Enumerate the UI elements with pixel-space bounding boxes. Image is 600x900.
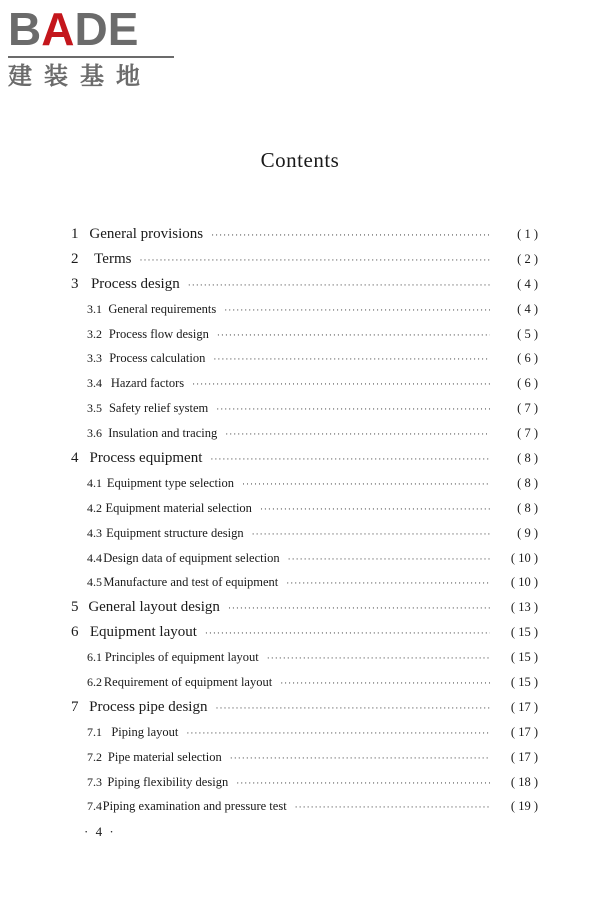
toc-entry-number: 3.6 <box>87 426 102 441</box>
dot-leader <box>224 298 490 323</box>
toc-entry-title: Manufacture and test of equipment <box>103 575 279 590</box>
toc-entry-title: Equipment layout <box>89 624 197 641</box>
toc-entry-page: ( 17 ) <box>510 724 538 739</box>
toc-entry-title: Piping layout <box>111 724 179 739</box>
toc-entry-number: 4.1 <box>87 475 102 490</box>
toc-entry-page: ( 1 ) <box>517 227 538 241</box>
dot-leader <box>260 497 490 522</box>
dot-leader <box>230 746 490 771</box>
toc-section-entry <box>68 794 538 819</box>
toc-entry-title: Process design <box>90 275 180 292</box>
toc-entry-title: Process flow design <box>108 326 209 341</box>
dot-leader <box>286 571 490 596</box>
toc-entry-title: Insulation and tracing <box>108 426 218 441</box>
toc-entry-page: ( 8 ) <box>517 451 538 466</box>
toc-entry-number: 6 <box>71 624 79 641</box>
dot-leader <box>225 422 490 447</box>
dot-leader <box>192 372 490 397</box>
logo-wordmark: BADE <box>8 3 139 55</box>
toc-entry-number: 3 <box>71 275 79 292</box>
toc-section-entry <box>68 770 538 795</box>
toc-entry-title: General layout design <box>88 599 220 616</box>
toc-section-entry <box>68 745 538 770</box>
dot-leader <box>186 721 490 746</box>
toc-entry-number: 3.3 <box>87 351 102 366</box>
toc-entry-number: 3.5 <box>87 401 102 416</box>
toc-section-entry <box>68 471 538 496</box>
dot-leader <box>211 223 490 248</box>
toc-entry-number: 1 <box>71 226 79 242</box>
toc-chapter-entry <box>68 222 538 247</box>
toc-entry-page: ( 4 ) <box>517 301 538 316</box>
dot-leader <box>267 646 490 671</box>
toc-section-entry <box>68 322 538 347</box>
toc-entry-number: 3.2 <box>87 326 102 341</box>
toc-entry-number: 2 <box>71 250 79 267</box>
toc-section-entry <box>68 346 538 371</box>
toc-chapter-entry <box>68 695 538 720</box>
toc-entry-page: ( 19 ) <box>510 799 538 814</box>
toc-entry-title: Terms <box>94 250 132 267</box>
dot-leader <box>295 795 490 820</box>
logo-divider <box>8 56 174 58</box>
toc-chapter-entry <box>68 595 538 620</box>
toc-section-entry <box>68 720 538 745</box>
toc-entry-page: ( 10 ) <box>510 575 538 590</box>
toc-entry-title: Principles of equipment layout <box>104 650 259 665</box>
toc-entry-page: ( 4 ) <box>517 276 538 291</box>
toc-entry-page: ( 17 ) <box>510 699 538 714</box>
toc-section-entry <box>68 546 538 571</box>
toc-entry-page: ( 18 ) <box>510 774 538 789</box>
toc-section-entry <box>68 521 538 546</box>
dot-leader <box>228 596 490 621</box>
page-title: Contents <box>260 148 340 172</box>
toc-entry-title: Equipment structure design <box>106 525 244 540</box>
dot-leader <box>215 696 490 721</box>
toc-entry-page: ( 9 ) <box>517 525 538 540</box>
toc-section-entry <box>68 570 538 595</box>
dot-leader <box>213 347 490 372</box>
toc-entry-page: ( 13 ) <box>510 600 538 615</box>
toc-entry-title: Pipe material selection <box>107 749 222 764</box>
toc-entry-page: ( 15 ) <box>510 650 538 665</box>
toc-entry-number: 4.5 <box>87 575 102 590</box>
toc-entry-number: 7.4 <box>87 799 102 814</box>
toc-entry-number: 5 <box>71 599 79 616</box>
toc-entry-number: 4.2 <box>87 500 102 515</box>
toc-section-entry <box>68 297 538 322</box>
page-number: · 4 · <box>84 824 116 839</box>
toc-section-entry <box>68 421 538 446</box>
toc-entry-number: 7.1 <box>87 724 102 739</box>
toc-chapter-entry <box>68 620 538 645</box>
toc-entry-title: Equipment type selection <box>106 475 234 490</box>
toc-entry-title: Process calculation <box>109 351 206 366</box>
toc-section-entry <box>68 496 538 521</box>
toc-entry-title: Hazard factors <box>110 376 185 391</box>
toc-entry-title: Piping examination and pressure test <box>102 799 287 814</box>
toc-entry-title: General provisions <box>89 226 204 242</box>
dot-leader <box>242 472 490 497</box>
toc-entry-number: 6.2 <box>87 675 102 690</box>
toc-section-entry <box>68 371 538 396</box>
toc-chapter-entry <box>68 247 538 272</box>
toc-entry-number: 4.4 <box>87 550 102 565</box>
toc-entry-number: 7.2 <box>87 749 102 764</box>
toc-chapter-entry <box>68 272 538 297</box>
toc-entry-title: Requirement of equipment layout <box>103 675 273 690</box>
toc-entry-page: ( 6 ) <box>517 376 538 391</box>
toc-entry-page: ( 8 ) <box>517 475 538 490</box>
toc-entry-title: Safety relief system <box>108 401 209 416</box>
toc-entry-page: ( 10 ) <box>510 550 538 565</box>
toc-entry-number: 7.3 <box>87 774 102 789</box>
dot-leader <box>210 447 490 472</box>
dot-leader <box>252 522 490 547</box>
toc-entry-number: 6.1 <box>87 650 102 665</box>
toc-entry-title: Design data of equipment selection <box>103 550 280 565</box>
toc-entry-page: ( 15 ) <box>510 625 538 640</box>
dot-leader <box>217 323 490 348</box>
dot-leader <box>188 273 490 298</box>
toc-entry-page: ( 2 ) <box>517 251 538 266</box>
toc-section-entry <box>68 645 538 670</box>
toc-entry-title: General requirements <box>108 301 217 316</box>
toc-entry-number: 4 <box>71 450 79 467</box>
toc-entry-title: Process equipment <box>89 450 203 467</box>
toc-entry-number: 4.3 <box>87 525 102 540</box>
toc-entry-page: ( 7 ) <box>517 401 538 416</box>
toc-entry-number: 3.1 <box>87 301 102 316</box>
toc-entry-page: ( 15 ) <box>510 675 538 690</box>
toc-entry-number: 7 <box>71 698 79 715</box>
dot-leader <box>205 621 490 646</box>
toc-chapter-entry <box>68 446 538 471</box>
toc-entry-title: Equipment material selection <box>105 500 252 515</box>
toc-entry-page: ( 6 ) <box>517 351 538 366</box>
logo-chinese-text: 建装基地 <box>8 62 152 90</box>
toc-entry-page: ( 5 ) <box>517 326 538 341</box>
toc-entry-page: ( 8 ) <box>517 500 538 515</box>
toc-entry-page: ( 7 ) <box>517 426 538 441</box>
toc-entry-page: ( 17 ) <box>510 749 538 764</box>
toc-section-entry <box>68 396 538 421</box>
table-of-contents <box>68 222 538 819</box>
dot-leader <box>236 771 490 796</box>
dot-leader <box>139 248 490 273</box>
toc-entry-title: Piping flexibility design <box>107 774 229 789</box>
toc-entry-number: 3.4 <box>87 376 102 391</box>
toc-entry-title: Process pipe design <box>89 698 208 715</box>
dot-leader <box>216 397 490 422</box>
dot-leader <box>288 547 490 572</box>
logo <box>8 3 176 90</box>
toc-section-entry <box>68 670 538 695</box>
dot-leader <box>280 671 490 696</box>
